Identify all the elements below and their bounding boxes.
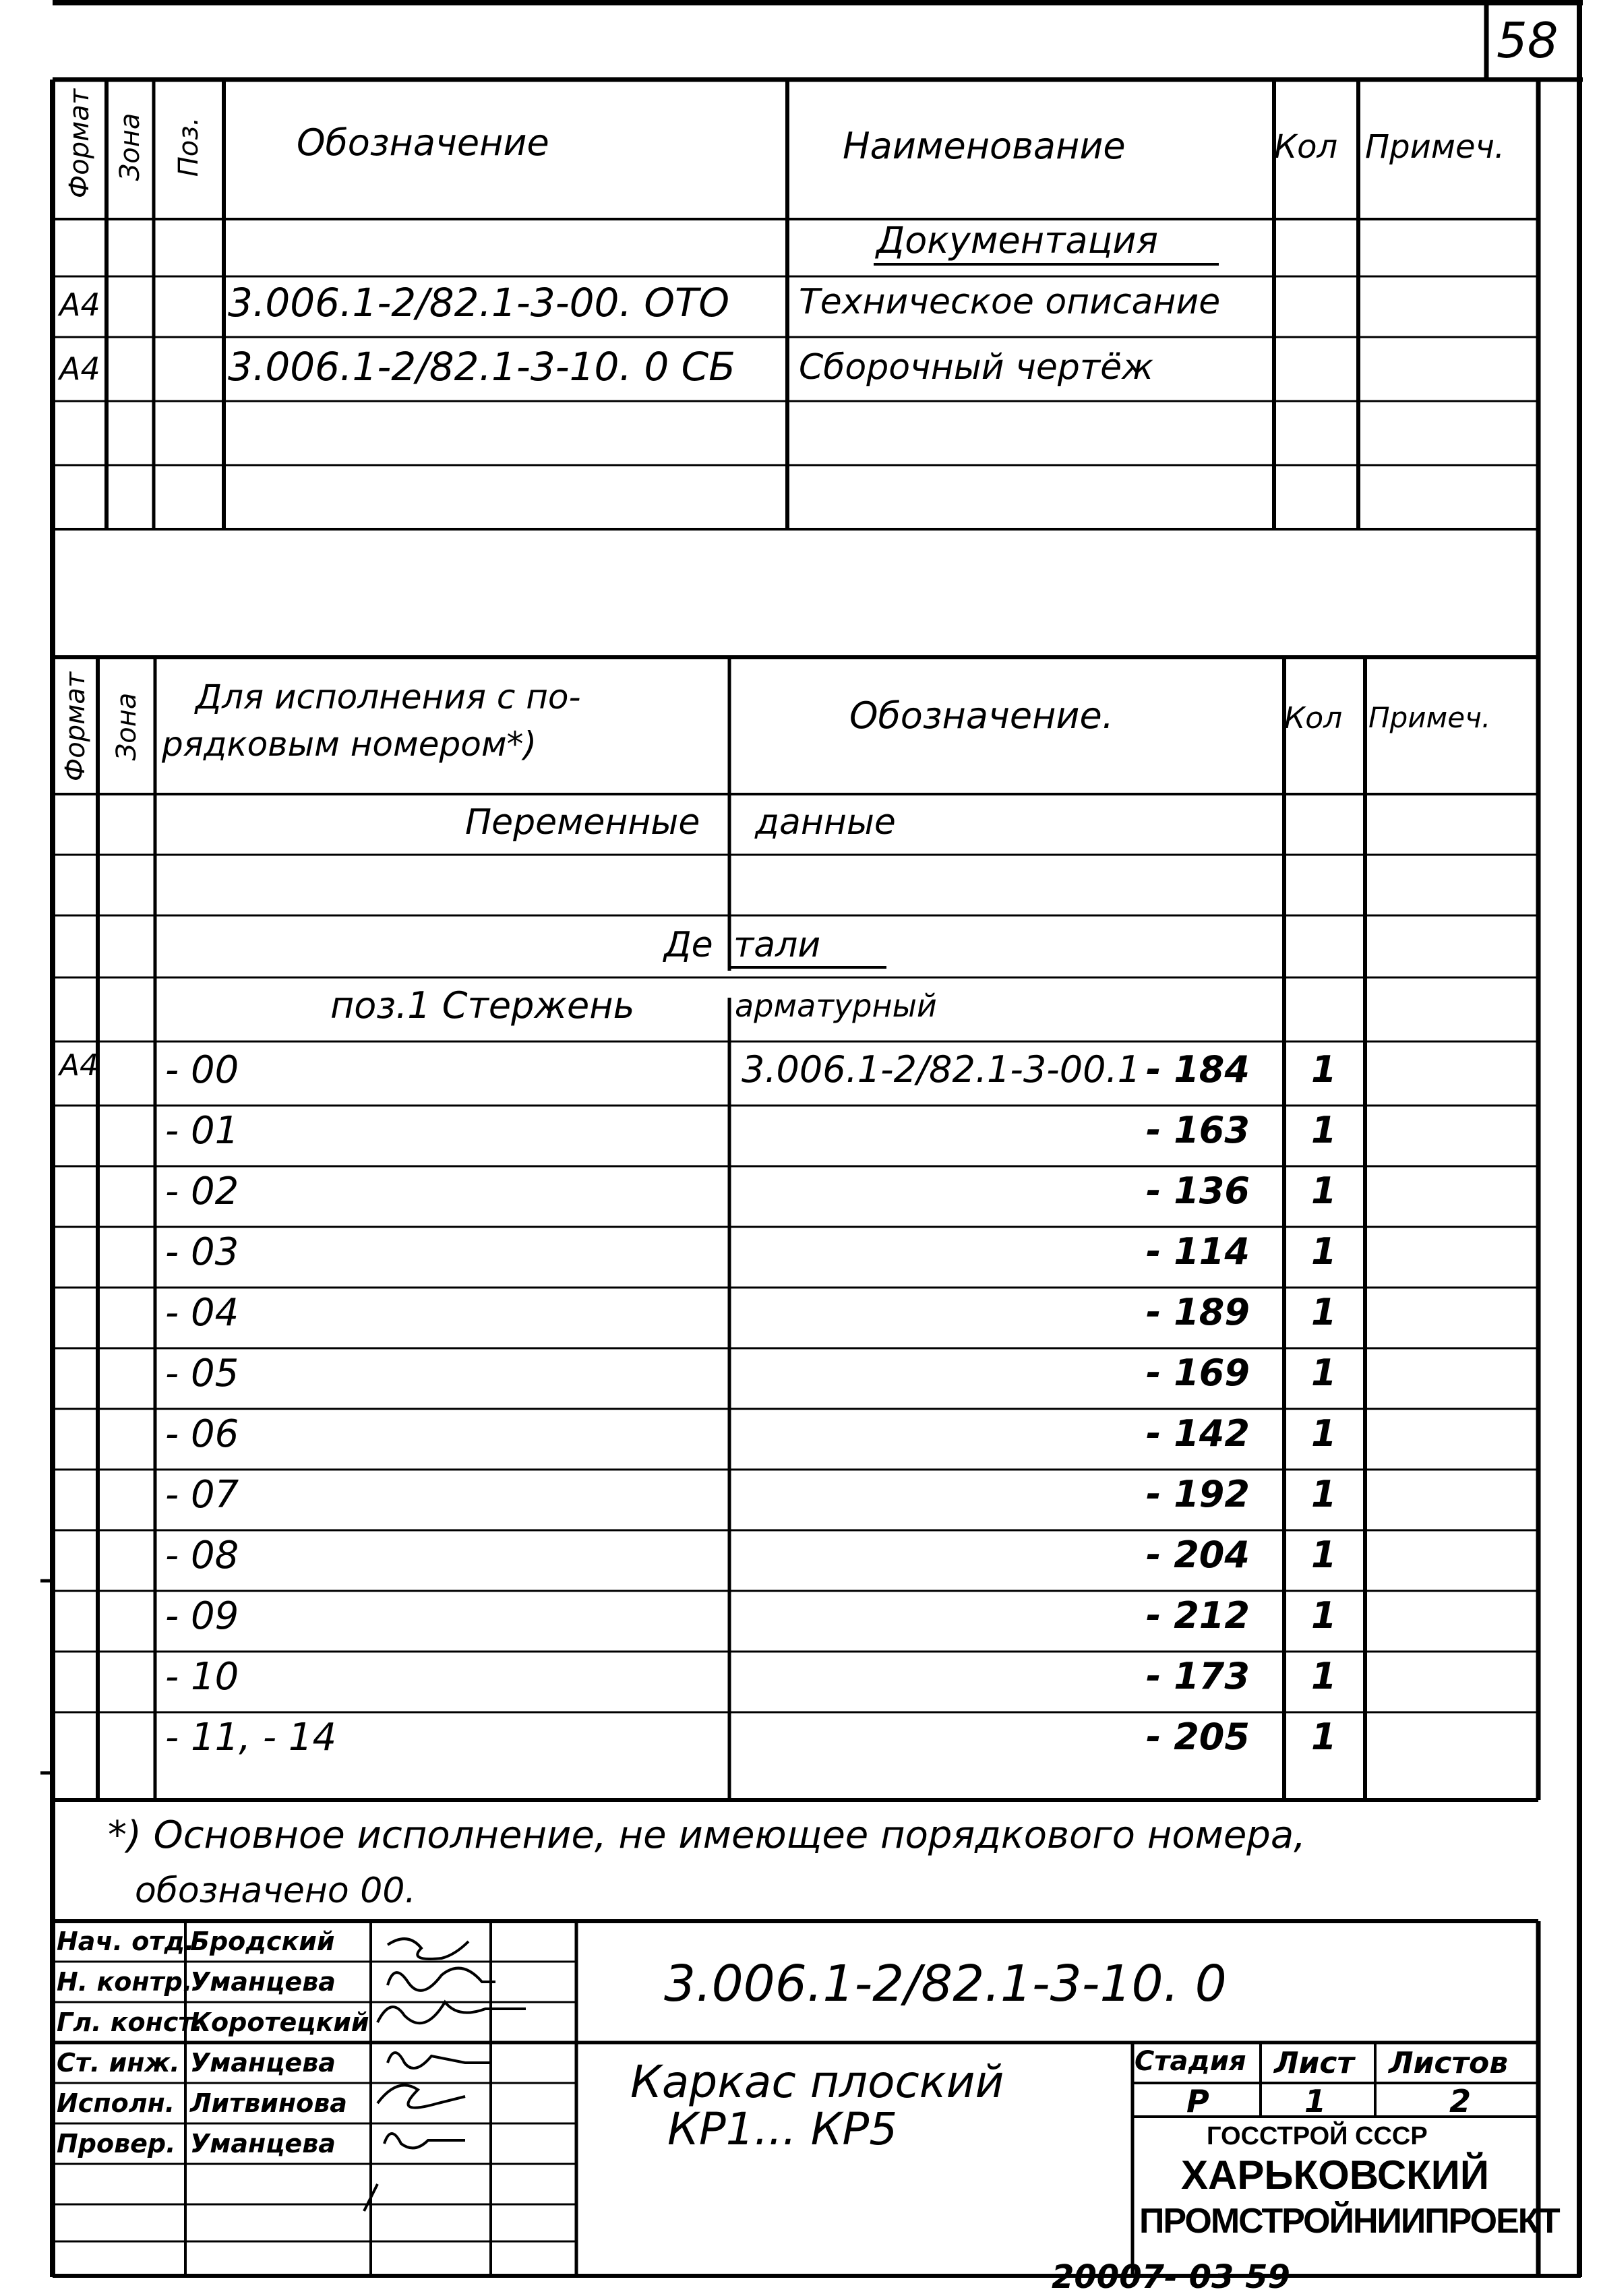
variant-number: - 07 (165, 1473, 239, 1517)
header-name: Наименование (843, 125, 1126, 167)
variant-number: - 06 (165, 1412, 239, 1456)
variable-data-right: данные (755, 802, 896, 843)
variable-data-left: Переменные (465, 802, 700, 843)
archive-number: 20007- 03 59 (1052, 2258, 1290, 2296)
variant-number: - 04 (165, 1291, 239, 1335)
org-line-2: ХАРЬКОВСКИЙ (1181, 2152, 1490, 2198)
variant-number: - 08 (165, 1534, 239, 1577)
role-label: Гл. конст. (57, 2007, 203, 2037)
variant-number: - 10 (165, 1655, 239, 1699)
parts-title-right: тали (733, 925, 821, 965)
variant-qty: 1 (1311, 1109, 1337, 1151)
role-label: Провер. (57, 2129, 176, 2158)
variant-qty: 1 (1311, 1594, 1337, 1637)
variant-length: - 184 (1146, 1048, 1250, 1091)
variant-length: - 205 (1146, 1716, 1250, 1758)
header-zone: Зона (115, 113, 146, 181)
variant-qty: 1 (1311, 1716, 1337, 1758)
doc-row-1-designation: 3.006.1-2/82.1-3-00. ОТО (228, 280, 730, 326)
doc-row-1-name: Техническое описание (799, 282, 1221, 322)
variant-qty: 1 (1311, 1048, 1337, 1091)
variant-qty: 1 (1311, 1655, 1337, 1697)
sheet-value: 1 (1304, 2083, 1327, 2119)
var-header-zone: Зона (111, 692, 142, 761)
role-name: Литвинова (190, 2088, 347, 2118)
var-header-for-variant: Для исполнения с по- (195, 677, 581, 717)
variant-qty: 1 (1311, 1412, 1337, 1455)
doc-row-2-name: Сборочный чертёж (799, 347, 1153, 388)
role-label: Ст. инж. (57, 2048, 180, 2078)
var-header-designation: Обозначение. (849, 694, 1114, 737)
variant-length: - 192 (1146, 1473, 1250, 1515)
variant-number: - 02 (165, 1170, 239, 1213)
role-name: Уманцева (190, 2048, 336, 2078)
variant-qty: 1 (1311, 1230, 1337, 1273)
variant-number: - 03 (165, 1230, 239, 1274)
header-designation: Обозначение (297, 121, 549, 164)
header-note: Примеч. (1365, 128, 1505, 166)
doc-row-2-designation: 3.006.1-2/82.1-3-10. 0 СБ (228, 344, 735, 390)
variant-number: - 05 (165, 1352, 239, 1395)
sheet-label: Лист (1274, 2046, 1354, 2080)
variant-designation: 3.006.1-2/82.1-3-00.1 (742, 1048, 1141, 1091)
variant-qty: 1 (1311, 1170, 1337, 1212)
variant-length: - 173 (1146, 1655, 1250, 1697)
role-label: Н. контр. (57, 1967, 193, 1997)
variant-number: - 11, - 14 (165, 1716, 337, 1759)
product-name-1: Каркас плоский (630, 2056, 1004, 2108)
variant-length: - 212 (1146, 1594, 1250, 1637)
doc-row-2-format: А4 (59, 351, 100, 387)
variant-length: - 163 (1146, 1109, 1250, 1151)
variant-qty: 1 (1311, 1473, 1337, 1515)
stage-label: Стадия (1135, 2046, 1246, 2077)
stage-value: Р (1186, 2083, 1209, 2119)
variant-length: - 204 (1146, 1534, 1250, 1576)
header-qty: Кол (1274, 128, 1338, 166)
sheets-label: Листов (1389, 2046, 1509, 2080)
variant-qty: 1 (1311, 1352, 1337, 1394)
sheets-value: 2 (1449, 2083, 1472, 2119)
role-name: Уманцева (190, 1967, 336, 1997)
variant-number: - 09 (165, 1594, 239, 1638)
role-name: Уманцева (190, 2129, 336, 2158)
footnote-line-2: обозначено 00. (135, 1871, 416, 1911)
var-header-for-variant-2: рядковым номером*) (162, 725, 537, 764)
variant-length: - 142 (1146, 1412, 1250, 1455)
org-line-3: ПРОМСТРОЙНИИПРОЕКТ (1139, 2202, 1559, 2241)
footnote-line-1: *) Основное исполнение, не имеющее порядкового номера, (108, 1813, 1306, 1857)
variant-length: - 136 (1146, 1170, 1250, 1212)
var-header-note: Примеч. (1368, 701, 1491, 734)
product-name-2: КР1... КР5 (667, 2103, 898, 2155)
role-label: Исполн. (57, 2088, 175, 2118)
variant-format: А4 (59, 1048, 99, 1083)
org-line-1: ГОССТРОЙ СССР (1207, 2122, 1428, 2150)
document-code: 3.006.1-2/82.1-3-10. 0 (664, 1955, 1227, 2013)
doc-row-1-format: А4 (59, 286, 100, 323)
variant-length: - 114 (1146, 1230, 1250, 1273)
parts-item-right: арматурный (735, 988, 937, 1024)
variant-number: - 01 (165, 1109, 239, 1153)
variant-length: - 189 (1146, 1291, 1250, 1333)
var-header-qty: Кол (1284, 701, 1343, 735)
var-header-format: Формат (60, 671, 91, 782)
role-label: Нач. отд. (57, 1927, 195, 1956)
parts-item-left: поз.1 Стержень (330, 984, 635, 1027)
variant-qty: 1 (1311, 1291, 1337, 1333)
variant-qty: 1 (1311, 1534, 1337, 1576)
header-pos: Поз. (173, 117, 204, 177)
sheet-number: 58 (1497, 12, 1559, 69)
header-format: Формат (64, 88, 95, 199)
documentation-title: Документация (876, 219, 1158, 262)
role-name: Бродский (190, 1927, 335, 1956)
variant-number: - 00 (165, 1048, 239, 1092)
parts-title-left: Де (664, 925, 713, 965)
role-name: Коротецкий (190, 2007, 369, 2037)
variant-length: - 169 (1146, 1352, 1250, 1394)
